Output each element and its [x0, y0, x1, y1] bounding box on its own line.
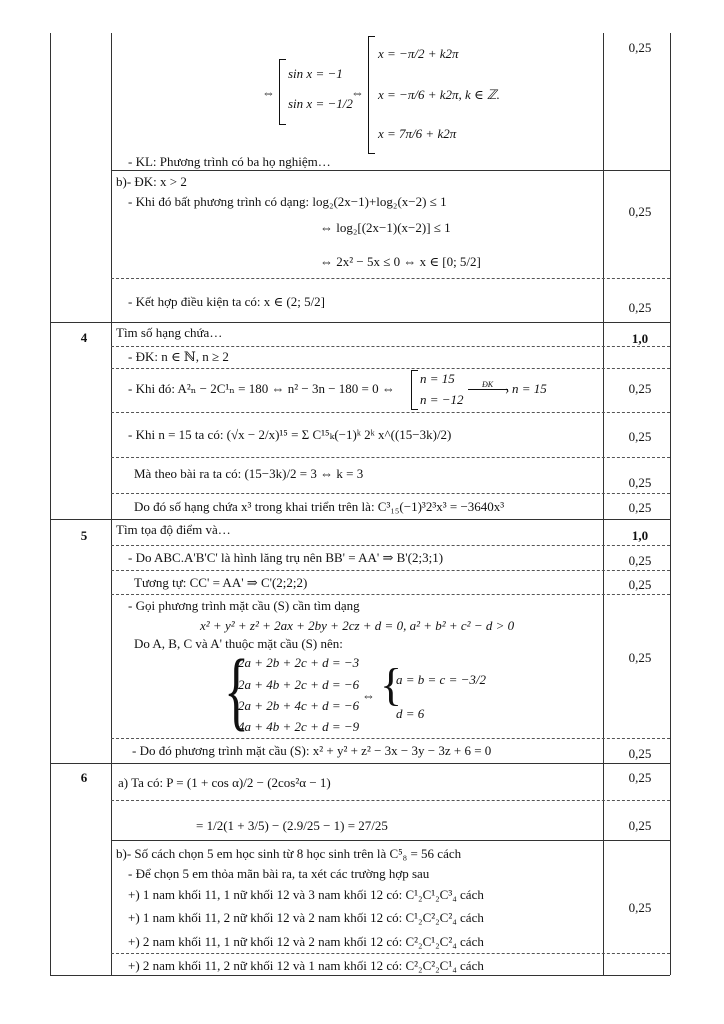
system-result: a = b = c = −3/2 — [396, 672, 486, 687]
score: 0,25 — [628, 900, 652, 915]
arrow-head: › — [505, 382, 510, 397]
question-number: 5 — [80, 528, 88, 543]
solution-line: Do đó số hạng chứa x³ trong khai triển trên là: C³₁₅(−1)³2³x³ = −3640x³ — [134, 499, 505, 514]
row-separator-dashed — [111, 457, 670, 458]
solution-line: ⇔ log₂[(2x−1)(x−2)] ≤ 1 — [320, 220, 451, 235]
row-separator-dashed — [111, 278, 670, 279]
row-separator-dashed — [111, 953, 670, 954]
table-border-right — [670, 33, 671, 975]
solution-line: Tương tự: CC' = AA' ⇒ C'(2;2;2) — [134, 575, 308, 590]
final-value: n = 15 — [512, 381, 547, 396]
table-border-bottom — [50, 975, 670, 976]
row-separator — [50, 763, 670, 764]
score: 0,25 — [628, 40, 652, 55]
score: 0,25 — [628, 381, 652, 396]
case-line: +) 2 nam khối 11, 2 nữ khối 12 và 1 nam khối 12 có: C²₂C²₂C¹₄ cách — [128, 958, 484, 973]
row-separator-dashed — [111, 493, 670, 494]
root-value: n = 15 — [420, 371, 455, 386]
question-title: Tìm số hạng chứa… — [116, 325, 223, 340]
condition-text: b)- ĐK: x > 2 — [116, 174, 187, 189]
equiv-symbol: ⇔ — [351, 85, 364, 100]
implies-arrow — [468, 389, 508, 390]
case-line: +) 2 nam khối 11, 1 nữ khối 12 và 2 nam khối 12 có: C²₂C¹₂C²₄ cách — [128, 934, 484, 949]
solution-line: x = −π/2 + k2π — [378, 46, 459, 61]
row-separator-dashed — [111, 738, 670, 739]
equation: sin x = −1/2 — [288, 96, 353, 111]
solution-line: x = 7π/6 + k2π — [378, 126, 457, 141]
solution-line: a) Ta có: P = (1 + cos α)/2 − (2cos²α − 1) — [118, 775, 331, 790]
score: 0,25 — [628, 650, 652, 665]
conclusion-text: - KL: Phương trình có ba họ nghiệm… — [128, 154, 331, 169]
system-equation: 4a + 4b + 2c + d = −9 — [238, 719, 360, 734]
solution-line: - Gọi phương trình mặt cầu (S) cần tìm dạng — [128, 598, 360, 613]
question-number: 6 — [80, 770, 88, 785]
score: 0,25 — [628, 500, 652, 515]
score: 0,25 — [628, 770, 652, 785]
system-equation: 2a + 2b + 2c + d = −3 — [238, 655, 360, 670]
condition-text: - ĐK: n ∈ ℕ, n ≥ 2 — [128, 349, 229, 364]
bracket — [279, 59, 286, 125]
case-line: +) 1 nam khối 11, 1 nữ khối 12 và 3 nam khối 12 có: C¹₂C¹₂C³₄ cách — [128, 887, 484, 902]
equation: sin x = −1 — [288, 66, 343, 81]
bracket — [368, 36, 375, 154]
row-separator-dashed — [111, 594, 670, 595]
solution-line: - Khi đó: A²ₙ − 2C¹ₙ = 180 ⇔ n² − 3n − 180 = 0 ⇔ — [128, 381, 395, 396]
score: 0,25 — [628, 475, 652, 490]
equation: x² + y² + z² + 2ax + 2by + 2cz + d = 0, a² + b² + c² − d > 0 — [200, 618, 515, 633]
solution-line: b)- Số cách chọn 5 em học sinh từ 8 học sinh trên là C⁵₈ = 56 cách — [116, 846, 462, 861]
score: 0,25 — [628, 300, 652, 315]
question-number: 4 — [80, 330, 88, 345]
brace-symbol: { — [380, 659, 403, 710]
root-value: n = −12 — [420, 392, 464, 407]
case-line: +) 1 nam khối 11, 2 nữ khối 12 và 2 nam khối 12 có: C¹₂C²₂C²₄ cách — [128, 910, 484, 925]
system-equation: 2a + 4b + 2c + d = −6 — [238, 677, 360, 692]
solution-line: - Khi n = 15 ta có: (√x − 2/x)¹⁵ = Σ C¹⁵ₖ(−1)ᵏ 2ᵏ x^((15−3k)/2) — [128, 427, 452, 442]
solution-line: Do A, B, C và A' thuộc mặt cầu (S) nên: — [134, 636, 343, 651]
brace-symbol: { — [224, 642, 249, 740]
score: 0,25 — [628, 429, 652, 444]
question-title: Tìm tọa độ điểm và… — [116, 522, 231, 537]
table-divider-number — [111, 33, 112, 975]
row-separator-dashed — [111, 570, 670, 571]
row-separator — [111, 170, 670, 171]
row-separator-dashed — [111, 800, 670, 801]
system-equation: 2a + 2b + 4c + d = −6 — [238, 698, 360, 713]
solution-line: - Kết hợp điều kiện ta có: x ∈ (2; 5/2] — [128, 294, 326, 309]
arrow-label: ĐK — [482, 380, 494, 389]
score-total: 1,0 — [631, 528, 649, 543]
row-separator-dashed — [111, 412, 670, 413]
solution-line: - Khi đó bất phương trình có dạng: log₂(2x−1)+log₂(x−2) ≤ 1 — [128, 194, 447, 209]
system-result: d = 6 — [396, 706, 425, 721]
solution-line: = 1/2(1 + 3/5) − (2.9/25 − 1) = 27/25 — [196, 818, 388, 833]
equiv-symbol: ⇔ — [362, 688, 375, 703]
score: 0,25 — [628, 553, 652, 568]
score: 0,25 — [628, 746, 652, 761]
equiv-symbol: ⇔ — [262, 85, 275, 100]
solution-line: ⇔ 2x² − 5x ≤ 0 ⇔ x ∈ [0; 5/2] — [320, 254, 481, 269]
row-separator — [111, 840, 670, 841]
solution-line: - Để chọn 5 em thỏa mãn bài ra, ta xét các trường hợp sau — [128, 866, 430, 881]
row-separator — [50, 519, 670, 520]
table-divider-score — [603, 33, 604, 975]
solution-line: x = −π/6 + k2π, k ∈ ℤ. — [378, 87, 500, 102]
row-separator-dashed — [111, 545, 670, 546]
score: 0,25 — [628, 577, 652, 592]
score: 0,25 — [628, 204, 652, 219]
score: 0,25 — [628, 818, 652, 833]
solution-line: - Do ABC.A'B'C' là hình lăng trụ nên BB' = AA' ⇒ B'(2;3;1) — [128, 550, 444, 565]
row-separator — [50, 322, 670, 323]
bracket — [411, 370, 418, 410]
table-border-left — [50, 33, 51, 975]
solution-line: - Do đó phương trình mặt cầu (S): x² + y² + z² − 3x − 3y − 3z + 6 = 0 — [132, 743, 492, 758]
solution-line: Mà theo bài ra ta có: (15−3k)/2 = 3 ⇔ k = 3 — [134, 466, 364, 481]
row-separator-dashed — [111, 346, 670, 347]
score-total: 1,0 — [631, 331, 649, 346]
row-separator-dashed — [111, 368, 670, 369]
